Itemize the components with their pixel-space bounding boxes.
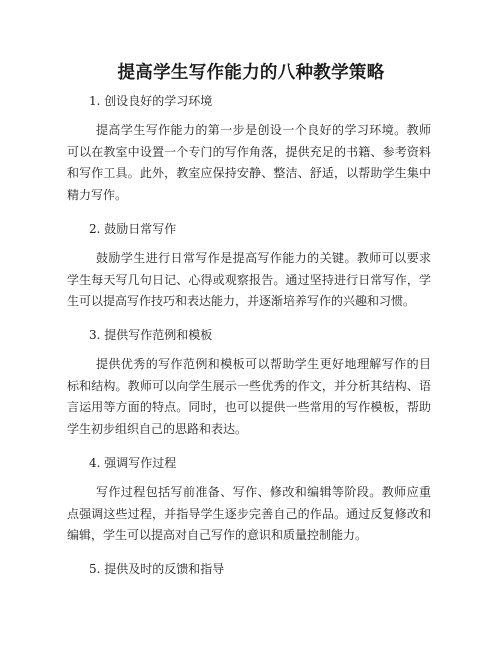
section-heading-3: 3. 提供写作范例和模板 — [89, 328, 213, 342]
section-heading-4: 4. 强调写作过程 — [89, 456, 177, 470]
document-title: 提高学生写作能力的八种教学策略 — [117, 63, 385, 83]
section-body-2: 鼓励学生进行日常写作是提高写作能力的关键。教师可以要求学生每天写几句日记、心得或观察报告。通过坚持进行日常写作，学生可以提高写作技巧和表达能力，并逐渐培养写作的兴趣和习惯。 — [67, 251, 431, 308]
section-heading-1: 1. 创设良好的学习环境 — [89, 94, 213, 108]
section-body-4: 写作过程包括写前准备、写作、修改和编辑等阶段。教师应重点强调这些过程，并指导学生逐步完善自己的作品。通过反复修改和编辑，学生可以提高对自己写作的意识和质量控制能力。 — [67, 485, 431, 542]
section-heading-2: 2. 鼓励日常写作 — [89, 222, 177, 236]
section-heading-5: 5. 提供及时的反馈和指导 — [89, 562, 225, 576]
section-body-3: 提供优秀的写作范例和模板可以帮助学生更好地理解写作的目标和结构。教师可以向学生展示一些优秀的作文，并分析其结构、语言运用等方面的特点。同时，也可以提供一些常用的写作模板，帮助学生初步组织自己的思路和表达。 — [67, 357, 431, 436]
section-body-1: 提高学生写作能力的第一步是创设一个良好的学习环境。教师可以在教室中设置一个专门的写作角落，提供充足的书籍、参考资料和写作工具。此外，教室应保持安静、整洁、舒适，以帮助学生集中精力写作。 — [67, 123, 431, 202]
